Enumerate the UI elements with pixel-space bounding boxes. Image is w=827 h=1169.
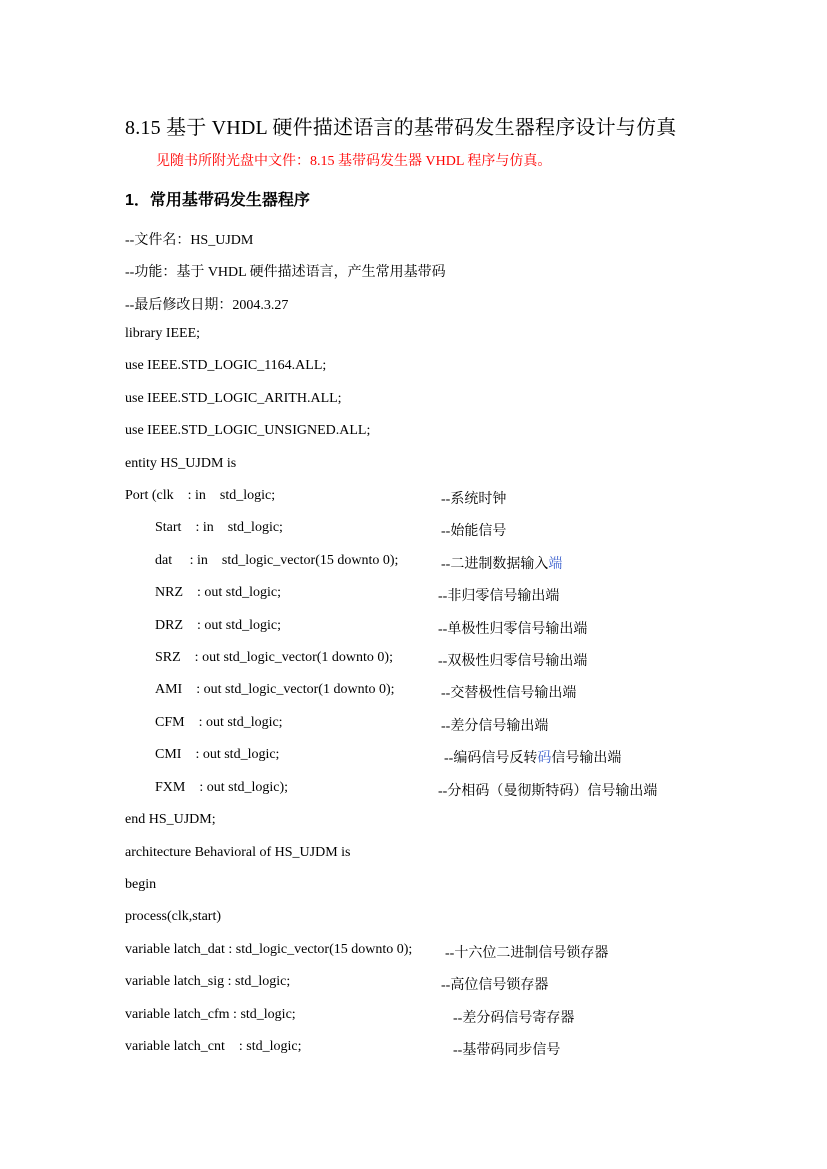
- subsection-heading: 1．常用基带码发生器程序: [125, 192, 310, 209]
- code-comment: --基带码同步信号: [453, 1043, 561, 1058]
- code-comment: --分相码（曼彻斯特码）信号输出端: [438, 784, 658, 799]
- code-line: [0, 942, 827, 962]
- code-text: entity HS_UJDM is: [125, 456, 237, 471]
- code-comment: --单极性归零信号输出端: [438, 622, 588, 637]
- code-text: architecture Behavioral of HS_UJDM is: [125, 845, 351, 860]
- code-comment: --差分信号输出端: [441, 719, 549, 734]
- code-text: variable latch_cfm : std_logic;: [125, 1007, 296, 1022]
- code-text: Start : in std_logic;: [155, 520, 283, 535]
- code-line: [0, 229, 827, 249]
- red-note: 见随书所附光盘中文件：8.15 基带码发生器 VHDL 程序与仿真。: [156, 154, 552, 169]
- code-line: [0, 488, 827, 508]
- code-line: [0, 812, 827, 832]
- code-comment: --差分码信号寄存器: [453, 1011, 575, 1026]
- code-text: NRZ : out std_logic;: [155, 585, 281, 600]
- code-text: CMI : out std_logic;: [155, 747, 280, 762]
- code-text: library IEEE;: [125, 326, 201, 341]
- code-text: SRZ : out std_logic_vector(1 downto 0);: [155, 650, 393, 665]
- code-text: variable latch_dat : std_logic_vector(15 downto 0);: [125, 942, 413, 957]
- code-line: [0, 974, 827, 994]
- code-line: [0, 585, 827, 605]
- section-title: 8.15 基于 VHDL 硬件描述语言的基带码发生器程序设计与仿真: [125, 117, 677, 139]
- code-text: process(clk,start): [125, 909, 222, 924]
- code-line: [0, 553, 827, 573]
- code-text: use IEEE.STD_LOGIC_ARITH.ALL;: [125, 391, 342, 406]
- code-line: [0, 1039, 827, 1059]
- code-comment: --高位信号锁存器: [441, 978, 549, 993]
- code-line: [0, 780, 827, 800]
- code-line: [0, 358, 827, 378]
- code-line: [0, 650, 827, 670]
- code-comment: --十六位二进制信号锁存器: [445, 946, 609, 961]
- code-line: [0, 682, 827, 702]
- code-line: [0, 845, 827, 865]
- code-text: variable latch_sig : std_logic;: [125, 974, 291, 989]
- code-text: AMI : out std_logic_vector(1 downto 0);: [155, 682, 395, 697]
- code-line: [0, 909, 827, 929]
- code-line: [0, 877, 827, 897]
- code-comment: --始能信号: [441, 524, 507, 539]
- code-text: use IEEE.STD_LOGIC_1164.ALL;: [125, 358, 327, 373]
- code-line: [0, 618, 827, 638]
- code-text: variable latch_cnt : std_logic;: [125, 1039, 302, 1054]
- code-comment: --交替极性信号输出端: [441, 686, 577, 701]
- code-text: end HS_UJDM;: [125, 812, 216, 827]
- code-text: --功能：基于 VHDL 硬件描述语言，产生常用基带码: [125, 265, 446, 280]
- code-line: [0, 423, 827, 443]
- code-line: [0, 261, 827, 281]
- code-text: DRZ : out std_logic;: [155, 618, 281, 633]
- code-text: FXM : out std_logic);: [155, 780, 289, 795]
- code-line: [0, 715, 827, 735]
- code-line: [0, 520, 827, 540]
- code-comment: --二进制数据输入端: [441, 557, 563, 572]
- code-text: dat : in std_logic_vector(15 downto 0);: [155, 553, 399, 568]
- code-text: --文件名：HS_UJDM: [125, 233, 254, 248]
- code-line: [0, 326, 827, 346]
- code-line: [0, 391, 827, 411]
- code-comment: --双极性归零信号输出端: [438, 654, 588, 669]
- code-comment: --编码信号反转码信号输出端: [444, 751, 622, 766]
- code-line: [0, 1007, 827, 1027]
- code-comment: --非归零信号输出端: [438, 589, 560, 604]
- code-text: begin: [125, 877, 157, 892]
- code-line: [0, 294, 827, 314]
- code-comment: --系统时钟: [441, 492, 507, 507]
- code-text: Port (clk : in std_logic;: [125, 488, 276, 503]
- code-text: --最后修改日期：2004.3.27: [125, 298, 289, 313]
- code-line: [0, 747, 827, 767]
- code-line: [0, 456, 827, 476]
- code-text: CFM : out std_logic;: [155, 715, 283, 730]
- code-text: use IEEE.STD_LOGIC_UNSIGNED.ALL;: [125, 423, 371, 438]
